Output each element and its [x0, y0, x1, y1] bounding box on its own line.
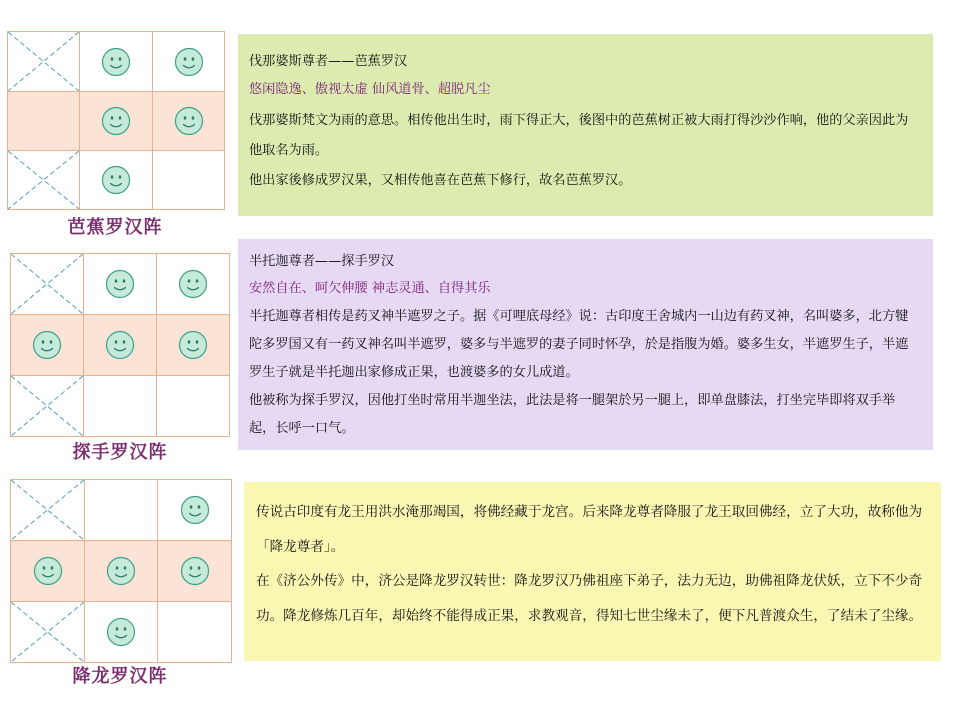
smiley-face-icon	[105, 269, 135, 299]
formation-grid-bajiao	[7, 31, 225, 210]
grid-cell-smiley	[158, 541, 232, 602]
grid-cell-empty	[84, 376, 157, 437]
formation-grid-xianglong	[10, 479, 232, 663]
grid-cell-smiley	[85, 541, 158, 602]
panel-title: 半托迦尊者——探手罗汉	[249, 254, 395, 269]
formation-grid-tanshou	[10, 253, 230, 437]
smiley-face-icon	[180, 556, 210, 586]
grid-cell-smiley	[11, 315, 84, 376]
smiley-face-icon	[180, 495, 210, 525]
grid-cell-cross	[8, 151, 80, 210]
panel-subtitle: 安然自在、呵欠伸腰 神志灵通、自得其乐	[249, 281, 491, 296]
panel-paragraph: 在《济公外传》中，济公是降龙罗汉转世：降龙罗汉乃佛祖座下弟子，法力无边，助佛祖降龙伏妖，立下不少奇功。降龙修炼几百年，却始终不能得成正果，求教观音，得知七世尘缘未了，便下凡普渡众生，了结未了尘缘。	[256, 573, 923, 624]
cross-mark-icon	[11, 480, 84, 540]
grid-cell-smiley	[80, 32, 153, 92]
smiley-face-icon	[178, 269, 208, 299]
smiley-face-icon	[174, 106, 204, 136]
description-panel-xianglong	[244, 482, 941, 661]
grid-cell-smiley	[84, 254, 157, 315]
grid-cell-cross	[11, 254, 84, 315]
grid-cell-cross	[11, 376, 84, 437]
panel-paragraph: 传说古印度有龙王用洪水淹那竭国，将佛经藏于龙宫。后来降龙尊者降服了龙王取回佛经，立了大功，故称他为「降龙尊者」。	[256, 504, 923, 555]
smiley-face-icon	[106, 617, 136, 647]
grid-cell-smiley	[153, 32, 225, 92]
grid-cell-smiley	[153, 92, 225, 151]
grid-cell-empty	[157, 376, 230, 437]
panel-paragraph: 半托迦尊者相传是药叉神半遮罗之子。据《可哩底母经》说：古印度王舍城内一山边有药叉神，名叫婆多，北方犍陀多罗国又有一药叉神名叫半遮罗，婆多与半遮罗的妻子同时怀孕，於是指腹为婚。婆多生女，半遮罗生子，半遮罗生子就是半托迦出家修成正果，也渡婆多的女儿成道。	[249, 309, 909, 380]
cross-mark-icon	[8, 151, 79, 209]
cross-mark-icon	[11, 602, 84, 662]
smiley-face-icon	[174, 47, 204, 77]
grid-cell-empty	[158, 602, 232, 663]
cross-mark-icon	[11, 376, 83, 436]
panel-paragraph: 他被称为探手罗汉，因他打坐时常用半迦坐法，此法是将一腿架於另一腿上，即单盘膝法，打坐完毕即将双手举起，长呼一口气。	[249, 393, 896, 436]
description-panel-bajiao	[238, 34, 933, 216]
formation-label-bajiao: 芭蕉罗汉阵	[67, 217, 163, 238]
grid-cell-smiley	[84, 315, 157, 376]
formation-label-tanshou: 探手罗汉阵	[72, 442, 168, 463]
smiley-face-icon	[105, 330, 135, 360]
grid-cell-smiley	[80, 151, 153, 210]
grid-cell-empty	[8, 92, 80, 151]
description-panel-tanshou	[238, 239, 933, 450]
panel-paragraph: 伐那婆斯梵文为雨的意思。相传他出生时，雨下得正大，後图中的芭蕉树正被大雨打得沙沙作响，他的父亲因此为他取名为雨。	[249, 113, 909, 158]
formation-label-xianglong: 降龙罗汉阵	[72, 666, 168, 687]
smiley-face-icon	[178, 330, 208, 360]
panel-subtitle: 悠闲隐逸、傲视太虚 仙风道骨、超脱凡尘	[249, 82, 491, 97]
smiley-face-icon	[106, 556, 136, 586]
grid-cell-smiley	[80, 92, 153, 151]
grid-cell-cross	[8, 32, 80, 92]
grid-cell-cross	[11, 480, 85, 541]
cross-mark-icon	[11, 254, 83, 314]
panel-paragraph: 他出家後修成罗汉果，又相传他喜在芭蕉下修行，故名芭蕉罗汉。	[249, 173, 632, 188]
panel-title: 伐那婆斯尊者——芭蕉罗汉	[249, 54, 408, 69]
grid-cell-empty	[85, 480, 158, 541]
cross-mark-icon	[8, 32, 79, 91]
grid-cell-smiley	[158, 480, 232, 541]
smiley-face-icon	[101, 165, 131, 195]
grid-cell-smiley	[85, 602, 158, 663]
smiley-face-icon	[101, 106, 131, 136]
grid-cell-cross	[11, 602, 85, 663]
smiley-face-icon	[32, 330, 62, 360]
smiley-face-icon	[33, 556, 63, 586]
smiley-face-icon	[101, 47, 131, 77]
grid-cell-smiley	[157, 254, 230, 315]
grid-cell-smiley	[157, 315, 230, 376]
grid-cell-smiley	[11, 541, 85, 602]
grid-cell-empty	[153, 151, 225, 210]
